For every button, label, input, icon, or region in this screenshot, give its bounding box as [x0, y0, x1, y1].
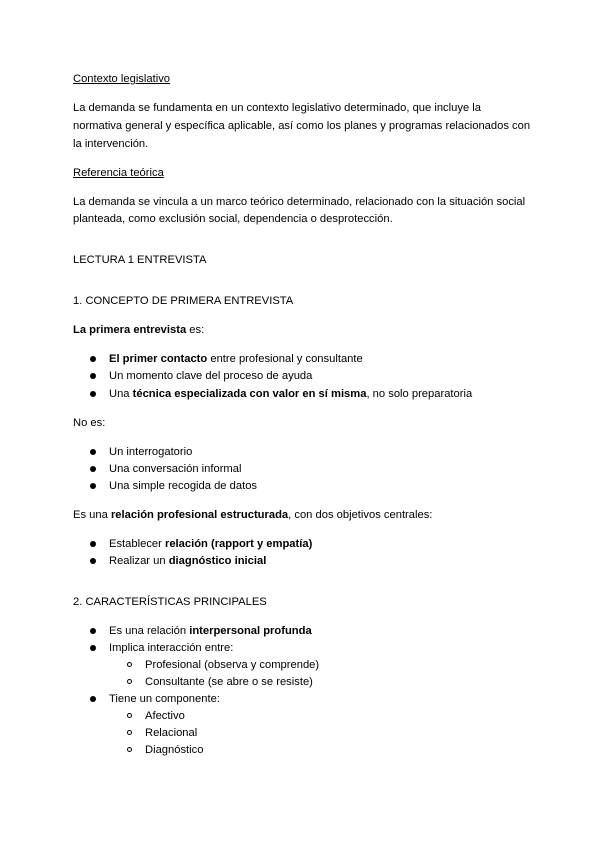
list-item-text: Un momento clave del proceso de ayuda — [109, 370, 313, 382]
list-item — [0, 444, 600, 461]
list-item — [0, 640, 600, 657]
sub-list-item — [0, 657, 600, 674]
list-item — [0, 553, 600, 570]
bullet-icon — [90, 558, 96, 564]
concepto-intro — [73, 322, 204, 339]
paragraph-line: normativa general y específica aplicable, así como los planes y programas relacionados con — [73, 120, 531, 132]
list-item — [0, 691, 600, 708]
list-item-text: Es una relación interpersonal profunda — [109, 625, 312, 637]
list-item-text: Una conversación informal — [109, 463, 242, 475]
bullet-icon — [90, 645, 96, 651]
list-item-text: Tiene un componente: — [109, 693, 220, 705]
intro-bold: La primera entrevista — [73, 324, 187, 336]
bullet-icon — [90, 628, 96, 634]
list-item — [0, 351, 600, 368]
list-item — [0, 623, 600, 640]
circle-bullet-icon — [127, 662, 132, 667]
list-item — [0, 368, 600, 385]
sub-list-item-text: Afectivo — [145, 710, 185, 722]
sub-list-item — [0, 674, 600, 691]
heading-caracteristicas: 2. CARACTERÍSTICAS PRINCIPALES — [73, 596, 267, 608]
bullet-icon — [90, 391, 96, 397]
intro-rest: es: — [186, 324, 205, 336]
bullet-icon — [90, 541, 96, 547]
sub-list-item-text: Diagnóstico — [145, 744, 204, 756]
sub-list-item-text: Consultante (se abre o se resiste) — [145, 676, 313, 688]
circle-bullet-icon — [127, 730, 132, 735]
list-item-text: Una simple recogida de datos — [109, 480, 258, 492]
sub-list-item — [0, 708, 600, 725]
bullet-icon — [90, 696, 96, 702]
sub-list-item — [0, 742, 600, 759]
relacion-sentence: Es una relación profesional estructurada, con dos objetivos centrales: — [73, 509, 433, 521]
bullet-icon — [90, 466, 96, 472]
sub-list-item — [0, 725, 600, 742]
paragraph-line: La demanda se fundamenta en un contexto legislativo determinado, que incluye la — [73, 102, 481, 114]
paragraph-line: La demanda se vincula a un marco teórico determinado, relacionado con la situación social — [73, 196, 526, 208]
paragraph-line: planteada, como exclusión social, dependencia o desprotección. — [73, 213, 393, 225]
heading-contexto-legislativo: Contexto legislativo — [73, 73, 171, 85]
list-item-text: Un interrogatorio — [109, 446, 193, 458]
heading-concepto: 1. CONCEPTO DE PRIMERA ENTREVISTA — [73, 295, 294, 307]
list-item — [0, 478, 600, 495]
list-item — [0, 461, 600, 478]
circle-bullet-icon — [127, 679, 132, 684]
paragraph-line: la intervención. — [73, 138, 149, 150]
circle-bullet-icon — [127, 747, 132, 752]
circle-bullet-icon — [127, 713, 132, 718]
list-item — [0, 536, 600, 553]
bullet-icon — [90, 373, 96, 379]
list-item-text: El primer contacto entre profesional y consultante — [109, 353, 363, 365]
sub-list-item-text: Relacional — [145, 727, 198, 739]
list-item-text: Implica interacción entre: — [109, 642, 234, 654]
list-item-text: Realizar un diagnóstico inicial — [109, 555, 267, 567]
list-item-text: Establecer relación (rapport y empatía) — [109, 538, 313, 550]
no-es-label: No es: — [73, 417, 106, 429]
list-item-text: Una técnica especializada con valor en sí misma, no solo preparatoria — [109, 388, 473, 400]
bullet-icon — [90, 356, 96, 362]
bullet-icon — [90, 483, 96, 489]
bullet-icon — [90, 449, 96, 455]
list-item — [0, 386, 600, 403]
lectura-title: LECTURA 1 ENTREVISTA — [73, 254, 207, 266]
sub-list-item-text: Profesional (observa y comprende) — [145, 659, 320, 671]
heading-referencia-teorica: Referencia teórica — [73, 167, 164, 179]
